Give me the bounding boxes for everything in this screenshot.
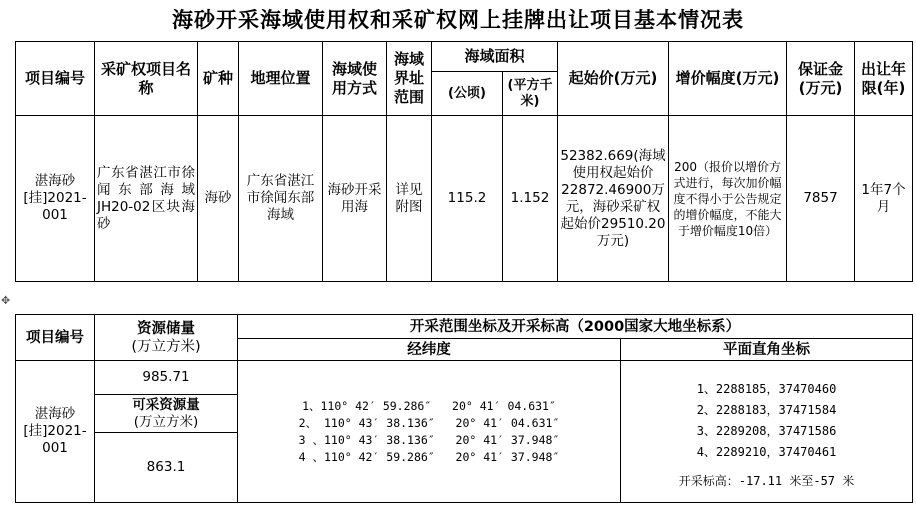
- cell-use-method: 海砂开采用海: [323, 116, 387, 282]
- cell-increment: 200（报价以增价方式进行，每次加价幅度不得小于公告规定的增价幅度，不能大于增价幅度10倍）: [669, 116, 787, 282]
- header2-latlon: 经纬度: [238, 339, 621, 361]
- header2-project-no: 项目编号: [16, 315, 95, 361]
- cell2-latlon: [238, 361, 621, 503]
- minable-unit: (万立方米): [133, 413, 199, 430]
- header-project-no: 项目编号: [16, 42, 95, 116]
- latlon-line-3: 3 、110° 43′ 38.136″ 20° 41′ 37.948″: [298, 432, 560, 447]
- header-use-method: 海域使用方式: [323, 42, 387, 116]
- header-term: 出让年限(年): [855, 42, 913, 116]
- header-mineral: 矿种: [198, 42, 239, 116]
- plane-line-3: 3、2289208，37471586: [696, 424, 837, 438]
- latlon-line-4: 4 、110° 42′ 59.286″ 20° 41′ 37.948″: [298, 449, 560, 464]
- cell-start-price: 52382.669(海域使用权起始价22872.46900万元，海砂采矿权起始价29510.20万元): [558, 116, 669, 282]
- header-area: 海域面积: [432, 42, 558, 72]
- header-project-name: 采矿权项目名称: [95, 42, 198, 116]
- header-area-unit-ha: (公顷): [432, 72, 503, 116]
- coordinates-table: [15, 314, 913, 503]
- cell-mineral: 海砂: [198, 116, 239, 282]
- cell2-plane: [621, 361, 913, 503]
- latlon-line-2: 2、 110° 43′ 38.136″ 20° 41′ 04.631″: [298, 415, 560, 430]
- cell2-project-no: 湛海砂[挂]2021-001: [16, 361, 95, 503]
- plane-line-2: 2、2288183，37471584: [696, 403, 837, 417]
- header-location: 地理位置: [239, 42, 323, 116]
- header2-range-title: 开采范围坐标及开采标高（2000国家大地坐标系）: [238, 315, 913, 339]
- latlon-line-1: 1、110° 42′ 59.286″ 20° 41′ 04.631″: [302, 398, 556, 413]
- page-title: 海砂开采海域使用权和采矿权网上挂牌出让项目基本情况表: [172, 8, 744, 32]
- header-start-price: 起始价(万元): [558, 42, 669, 116]
- minable-label: 可采资源量: [132, 396, 200, 413]
- reserves-unit: (万立方米): [131, 338, 201, 355]
- header2-reserves: [95, 315, 238, 361]
- cell-term: 1年7个月: [855, 116, 913, 282]
- plane-line-4: 4、2289210，37470461: [696, 445, 837, 459]
- cell-project-name: 广东省湛江市徐闻东部海域JH20-02区块海砂: [95, 116, 198, 282]
- move-cross-icon[interactable]: ✥: [1, 294, 11, 307]
- cell-area-ha: 115.2: [432, 116, 503, 282]
- cell2-minable: 863.1: [95, 433, 238, 503]
- cell-deposit: 7857: [787, 116, 855, 282]
- cell2-minable-header: [95, 395, 238, 433]
- cell-boundary: 详见附图: [387, 116, 432, 282]
- project-info-table: [15, 41, 913, 282]
- elevation-text: 开采标高：-17.11 米至-57 米: [678, 474, 855, 488]
- header2-plane: 平面直角坐标: [621, 339, 913, 361]
- cell-project-no: 湛海砂[挂]2021-001: [16, 116, 95, 282]
- cell2-reserves: 985.71: [95, 361, 238, 395]
- header-area-unit-km2: (平方千米): [503, 72, 558, 116]
- header-increment: 增价幅度(万元): [669, 42, 787, 116]
- plane-line-1: 1、2288185，37470460: [696, 382, 837, 396]
- header-boundary: 海域界址范围: [387, 42, 432, 116]
- cell-location: 广东省湛江市徐闻东部海域: [239, 116, 323, 282]
- header-deposit: 保证金(万元): [787, 42, 855, 116]
- reserves-label: 资源储量: [137, 320, 195, 337]
- cell-area-km2: 1.152: [503, 116, 558, 282]
